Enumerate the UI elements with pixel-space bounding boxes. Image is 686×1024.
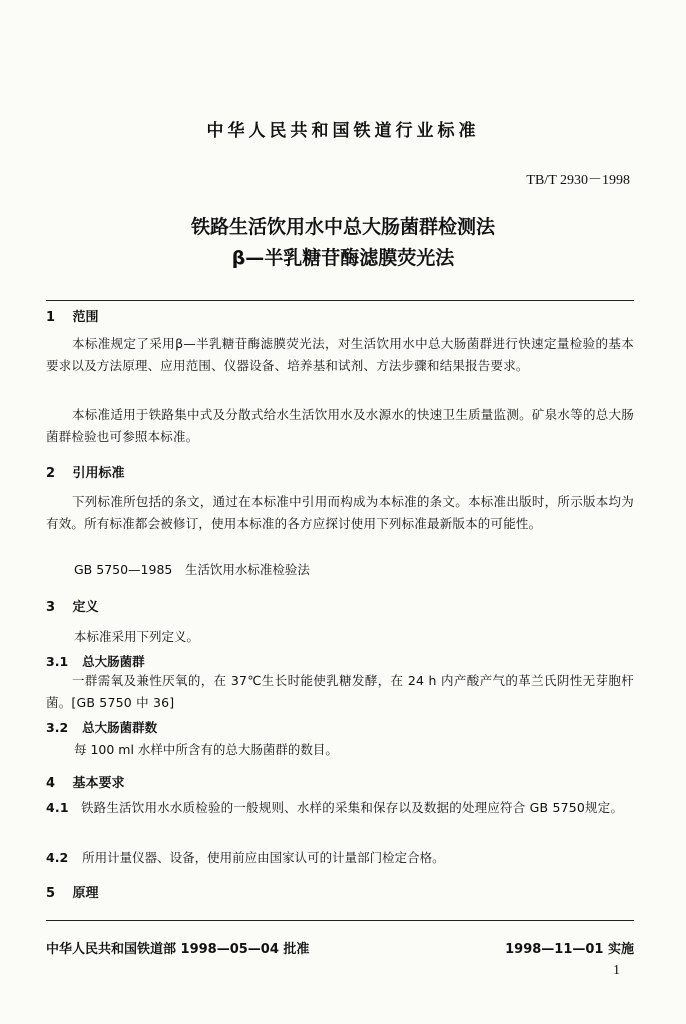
section-2-paragraph-1: 下列标准所包括的条文，通过在本标准中引用而构成为本标准的条文。本标准出版时，所示版本均为有效。所有标准都会被修订，使用本标准的各方应探讨使用下列标准最新版本的可能性。 [46, 494, 634, 531]
clause-4-1 [46, 797, 634, 819]
issuing-organization: 中华人民共和国铁道行业标准 [206, 121, 480, 141]
clause-number: 3.1 [46, 654, 69, 669]
section-1-heading [46, 306, 99, 325]
section-4-heading [46, 772, 125, 791]
section-number: 5 [46, 886, 56, 901]
clause-text: 铁路生活饮用水水质检验的一般规则、水样的采集和保存以及数据的处理应符合 GB 5750规定。 [80, 800, 624, 815]
section-1-paragraph-2: 本标准适用于铁路集中式及分散式给水生活饮用水及水源水的快速卫生质量监测。矿泉水等的总大肠菌群检验也可参照本标准。 [46, 407, 634, 444]
section-title: 定义 [72, 600, 99, 615]
section-title: 基本要求 [72, 776, 125, 791]
clause-number: 3.2 [46, 720, 69, 735]
definition-3-2-text: 每 100 ml 水样中所含有的总大肠菌群的数目。 [74, 742, 338, 757]
standard-code: TB/T 2930－1998 [526, 173, 630, 188]
section-number: 1 [46, 310, 56, 325]
section-5-heading [46, 882, 99, 901]
section-number: 2 [46, 466, 56, 481]
clause-number: 4.1 [46, 800, 69, 815]
section-2-heading [46, 462, 125, 481]
section-number: 4 [46, 776, 56, 791]
referenced-standard: GB 5750—1985 生活饮用水标准检验法 [74, 562, 310, 577]
document-subtitle: β—半乳糖苷酶滤膜荧光法 [231, 247, 455, 269]
page-number: 1 [613, 963, 620, 978]
definition-3-1-text: 一群需氧及兼性厌氧的，在 37℃生长时能使乳糖发酵，在 24 h 内产酸产气的革兰氏阴性无芽胞杆菌。[GB 5750 中 36] [46, 673, 634, 710]
clause-text: 所用计量仪器、设备，使用前应由国家认可的计量部门检定合格。 [82, 850, 445, 865]
definition-3-1-heading [46, 652, 145, 670]
section-1-paragraph-1: 本标准规定了采用β—半乳糖苷酶滤膜荧光法，对生活饮用水中总大肠菌群进行快速定量检验的基本要求以及方法原理、应用范围、仪器设备、培养基和试剂、方法步骤和结果报告要求。 [46, 336, 634, 373]
section-title: 范围 [72, 310, 99, 325]
header-divider [46, 300, 634, 301]
clause-number: 4.2 [46, 850, 69, 865]
section-3-intro: 本标准采用下列定义。 [74, 629, 200, 644]
approval-statement: 中华人民共和国铁道部 1998—05—04 批准 [46, 942, 310, 957]
clause-title: 总大肠菌群 [82, 654, 145, 669]
implementation-date: 1998—11—01 实施 [505, 942, 634, 957]
section-3-heading [46, 596, 99, 615]
section-number: 3 [46, 600, 56, 615]
clause-title: 总大肠菌群数 [82, 720, 158, 735]
section-title: 引用标准 [72, 466, 125, 481]
footer-divider [46, 920, 634, 921]
definition-3-2-heading [46, 718, 157, 736]
clause-4-2 [46, 848, 445, 866]
section-title: 原理 [72, 886, 99, 901]
document-title: 铁路生活饮用水中总大肠菌群检测法 [190, 216, 495, 238]
